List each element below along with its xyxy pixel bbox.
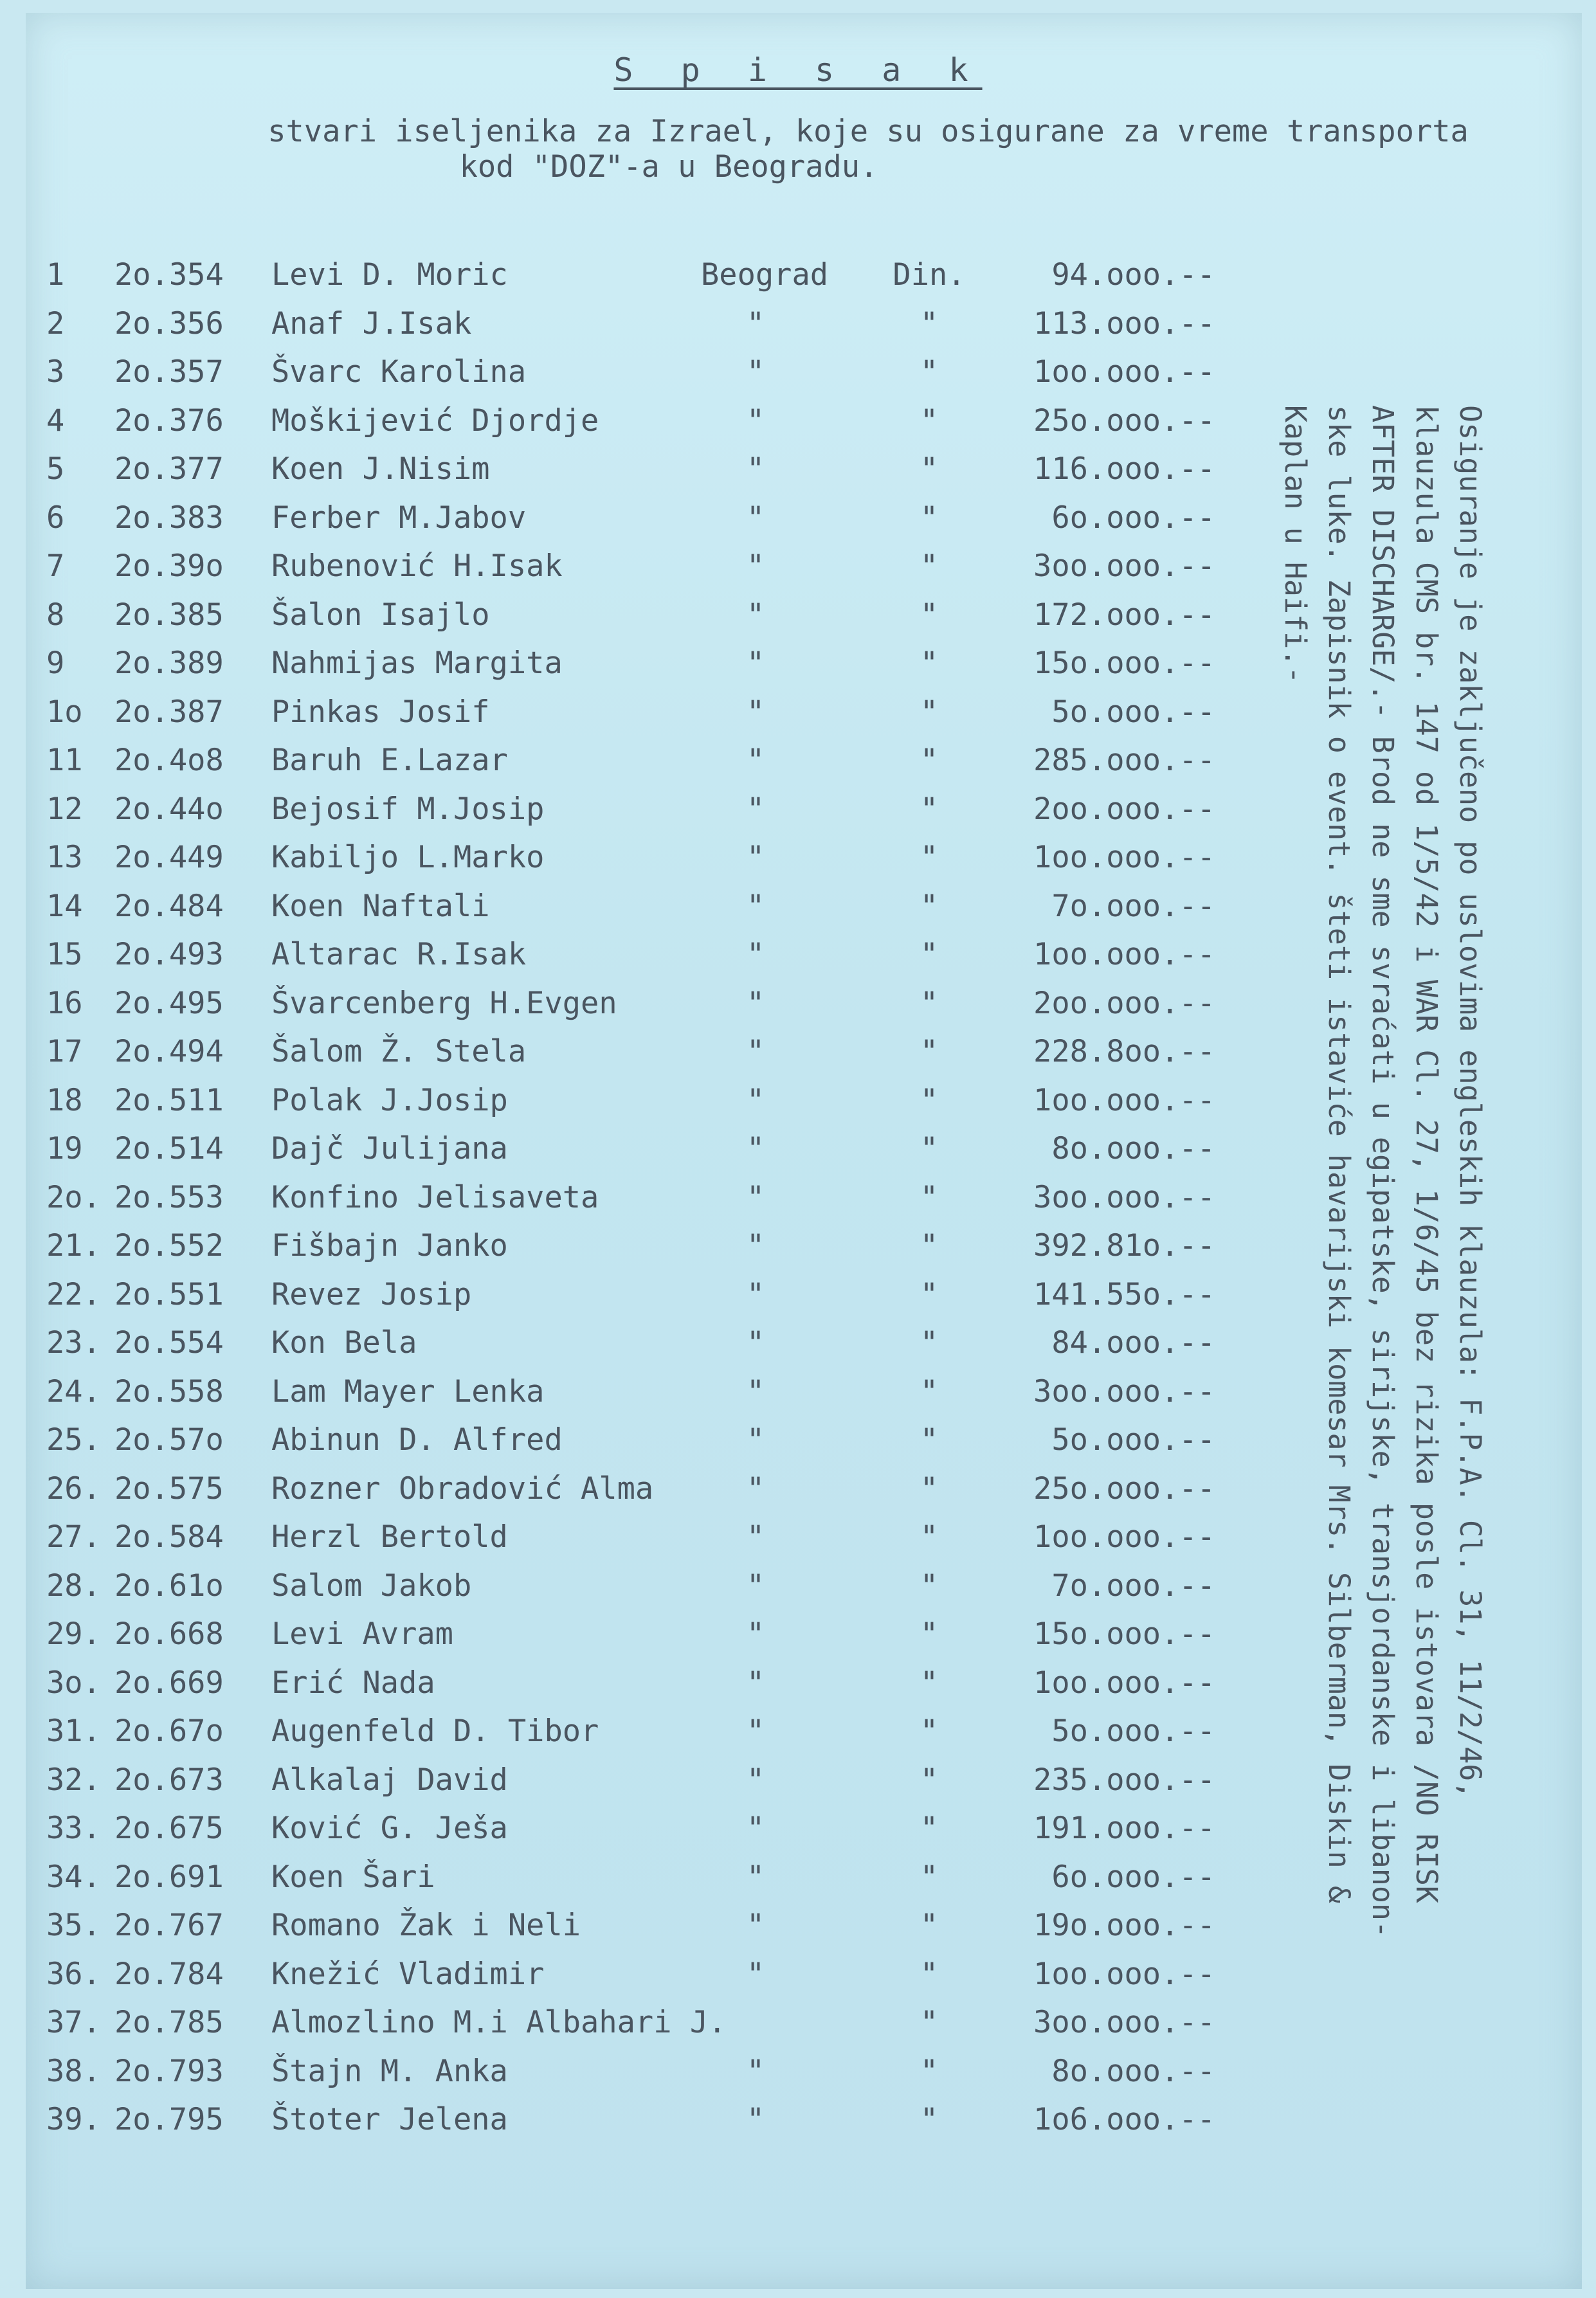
- insured-amount: 25o.ooo.--: [1033, 1470, 1215, 1506]
- owner-name: Šalom Ž. Stela: [271, 1034, 527, 1069]
- owner-name: Švarc Karolina: [271, 354, 527, 390]
- currency: ": [920, 1665, 939, 1701]
- city: ": [746, 1034, 765, 1069]
- owner-name: Švarcenberg H.Evgen: [271, 985, 617, 1021]
- currency: ": [920, 1714, 939, 1749]
- insured-amount: 235.ooo.--: [1033, 1762, 1215, 1798]
- record-number: 2o.558: [114, 1373, 224, 1409]
- item-number: 19: [46, 1131, 83, 1166]
- record-number: 2o.514: [114, 1131, 224, 1166]
- currency: ": [920, 1422, 939, 1458]
- record-number: 2o.669: [114, 1665, 224, 1701]
- list-item: [0, 1901, 1286, 1950]
- item-number: 39.: [46, 2102, 101, 2137]
- item-number: 11: [46, 743, 83, 778]
- insured-amount: 5o.ooo.--: [1051, 1422, 1215, 1458]
- record-number: 2o.354: [114, 257, 224, 293]
- list-item: [0, 930, 1286, 979]
- list-item: [0, 1950, 1286, 1999]
- list-item: [0, 2095, 1286, 2144]
- record-number: 2o.551: [114, 1276, 224, 1312]
- insured-amount: 25o.ooo.--: [1033, 403, 1215, 439]
- city: ": [746, 646, 765, 681]
- insured-amount: 8o.ooo.--: [1051, 1131, 1215, 1166]
- record-number: 2o.575: [114, 1470, 224, 1506]
- currency: ": [920, 1179, 939, 1215]
- city: ": [746, 500, 765, 536]
- currency: ": [920, 1519, 939, 1555]
- insured-amount: 6o.ooo.--: [1051, 500, 1215, 536]
- insured-amount: 1oo.ooo.--: [1033, 1082, 1215, 1118]
- city: Beograd: [701, 257, 829, 293]
- list-item: [0, 1125, 1286, 1173]
- item-number: 29.: [46, 1616, 101, 1652]
- owner-name: Almozlino M.i Albahari J.: [271, 2005, 727, 2040]
- currency: ": [920, 403, 939, 439]
- city: ": [746, 937, 765, 972]
- currency: ": [920, 500, 939, 536]
- owner-name: Ferber M.Jabov: [271, 500, 527, 536]
- record-number: 2o.495: [114, 985, 224, 1021]
- insured-amount: 19o.ooo.--: [1033, 1908, 1215, 1943]
- city: ": [746, 1276, 765, 1312]
- city: ": [746, 840, 765, 875]
- insured-amount: 5o.ooo.--: [1051, 694, 1215, 730]
- item-number: 32.: [46, 1762, 101, 1798]
- owner-name: Revez Josip: [271, 1276, 472, 1312]
- insured-amount: 2oo.ooo.--: [1033, 985, 1215, 1021]
- item-number: 33.: [46, 1811, 101, 1846]
- currency: ": [920, 548, 939, 584]
- record-number: 2o.484: [114, 888, 224, 924]
- record-number: 2o.584: [114, 1519, 224, 1555]
- city: ": [746, 403, 765, 439]
- record-number: 2o.4o8: [114, 743, 224, 778]
- document-title: S p i s a k: [613, 51, 983, 89]
- record-number: 2o.376: [114, 403, 224, 439]
- owner-name: Nahmijas Margita: [271, 646, 563, 681]
- record-number: 2o.383: [114, 500, 224, 536]
- list-item: [0, 1416, 1286, 1465]
- city: ": [746, 1179, 765, 1215]
- owner-name: Bejosif M.Josip: [271, 791, 545, 827]
- currency: ": [920, 2102, 939, 2137]
- note-line: klauzula CMS br. 147 od 1/5/42 i WAR Cl. 27, 1/6/45 bez rizika posle istovara /NO RISK: [1410, 405, 1444, 1903]
- owner-name: Lam Mayer Lenka: [271, 1373, 545, 1409]
- item-number: 4: [46, 403, 65, 439]
- currency: Din.: [893, 257, 966, 293]
- insured-amount: 113.ooo.--: [1033, 305, 1215, 341]
- list-item: [0, 542, 1286, 591]
- city: ": [746, 1665, 765, 1701]
- owner-name: Levi Avram: [271, 1616, 453, 1652]
- owner-name: Fišbajn Janko: [271, 1228, 508, 1263]
- owner-name: Dajč Julijana: [271, 1131, 508, 1166]
- currency: ": [920, 1762, 939, 1798]
- insured-amount: 5o.ooo.--: [1051, 1714, 1215, 1749]
- currency: ": [920, 2053, 939, 2089]
- currency: ": [920, 1373, 939, 1409]
- item-number: 9: [46, 646, 65, 681]
- record-number: 2o.493: [114, 937, 224, 972]
- record-number: 2o.668: [114, 1616, 224, 1652]
- item-number: 8: [46, 597, 65, 633]
- list-item: [0, 1562, 1286, 1611]
- owner-name: Koen J.Nisim: [271, 451, 490, 487]
- list-item: [0, 1465, 1286, 1514]
- currency: ": [920, 451, 939, 487]
- city: ": [746, 1762, 765, 1798]
- owner-name: Augenfeld D. Tibor: [271, 1714, 599, 1749]
- list-item: [0, 639, 1286, 688]
- currency: ": [920, 1034, 939, 1069]
- currency: ": [920, 1956, 939, 1992]
- insured-amount: 141.55o.--: [1033, 1276, 1215, 1312]
- city: ": [746, 1373, 765, 1409]
- insured-amount: 1oo.ooo.--: [1033, 1665, 1215, 1701]
- insured-amount: 172.ooo.--: [1033, 597, 1215, 633]
- city: ": [746, 1956, 765, 1992]
- owner-name: Rozner Obradović Alma: [271, 1470, 654, 1506]
- owner-name: Knežić Vladimir: [271, 1956, 545, 1992]
- list-item: [0, 1319, 1286, 1368]
- city: ": [746, 1519, 765, 1555]
- list-item: [0, 251, 1286, 300]
- insured-amount: 2oo.ooo.--: [1033, 791, 1215, 827]
- list-item: [0, 1513, 1286, 1562]
- record-number: 2o.795: [114, 2102, 224, 2137]
- insured-amount: 15o.ooo.--: [1033, 646, 1215, 681]
- item-number: 16: [46, 985, 83, 1021]
- item-number: 34.: [46, 1859, 101, 1895]
- owner-name: Ković G. Ješa: [271, 1811, 508, 1846]
- insured-amount: 6o.ooo.--: [1051, 1859, 1215, 1895]
- currency: ": [920, 840, 939, 875]
- list-item: [0, 833, 1286, 882]
- city: ": [746, 1470, 765, 1506]
- owner-name: Levi D. Moric: [271, 257, 508, 293]
- record-number: 2o.61o: [114, 1568, 224, 1604]
- record-number: 2o.377: [114, 451, 224, 487]
- insured-amount: 94.ooo.--: [1051, 257, 1215, 293]
- owner-name: Polak J.Josip: [271, 1082, 508, 1118]
- insured-amount: 8o.ooo.--: [1051, 2053, 1215, 2089]
- record-number: 2o.449: [114, 840, 224, 875]
- list-item: [0, 1853, 1286, 1902]
- record-number: 2o.389: [114, 646, 224, 681]
- item-number: 3o.: [46, 1665, 101, 1701]
- item-number: 6: [46, 500, 65, 536]
- item-number: 1: [46, 257, 65, 293]
- insured-amount: 1oo.ooo.--: [1033, 354, 1215, 390]
- city: ": [746, 1714, 765, 1749]
- owner-name: Šalon Isajlo: [271, 597, 490, 633]
- document-subtitle-line2: kod "DOZ"-a u Beogradu.: [459, 149, 878, 185]
- item-number: 36.: [46, 1956, 101, 1992]
- list-item: [0, 494, 1286, 543]
- record-number: 2o.387: [114, 694, 224, 730]
- currency: ": [920, 985, 939, 1021]
- currency: ": [920, 1811, 939, 1846]
- insured-amount: 1oo.ooo.--: [1033, 1956, 1215, 1992]
- owner-name: Štajn M. Anka: [271, 2053, 508, 2089]
- insured-amount: 3oo.ooo.--: [1033, 2005, 1215, 2040]
- insured-amount: 228.8oo.--: [1033, 1034, 1215, 1069]
- item-number: 2o.: [46, 1179, 101, 1215]
- record-number: 2o.357: [114, 354, 224, 390]
- city: ": [746, 1228, 765, 1263]
- record-number: 2o.767: [114, 1908, 224, 1943]
- note-line: Osiguranje je zaključeno po uslovima engleskih klauzula: F.P.A. Cl. 31, 11/2/46,: [1453, 405, 1487, 1799]
- city: ": [746, 2053, 765, 2089]
- insured-amount: 1oo.ooo.--: [1033, 1519, 1215, 1555]
- city: ": [746, 1325, 765, 1361]
- item-number: 23.: [46, 1325, 101, 1361]
- record-number: 2o.554: [114, 1325, 224, 1361]
- list-item: [0, 1610, 1286, 1659]
- list-item: [0, 397, 1286, 446]
- city: ": [746, 1082, 765, 1118]
- record-number: 2o.511: [114, 1082, 224, 1118]
- insured-amount: 392.81o.--: [1033, 1228, 1215, 1263]
- record-number: 2o.67o: [114, 1714, 224, 1749]
- city: ": [746, 597, 765, 633]
- currency: ": [920, 694, 939, 730]
- item-number: 21.: [46, 1228, 101, 1263]
- city: ": [746, 1422, 765, 1458]
- record-number: 2o.494: [114, 1034, 224, 1069]
- item-number: 12: [46, 791, 83, 827]
- record-number: 2o.552: [114, 1228, 224, 1263]
- item-number: 15: [46, 937, 83, 972]
- currency: ": [920, 597, 939, 633]
- owner-name: Pinkas Josif: [271, 694, 490, 730]
- owner-name: Baruh E.Lazar: [271, 743, 508, 778]
- currency: ": [920, 791, 939, 827]
- record-number: 2o.39o: [114, 548, 224, 584]
- list-item: [0, 979, 1286, 1028]
- city: ": [746, 694, 765, 730]
- list-item: [0, 1998, 1286, 2047]
- currency: ": [920, 1276, 939, 1312]
- record-number: 2o.785: [114, 2005, 224, 2040]
- owner-name: Koen Naftali: [271, 888, 490, 924]
- list-item: [0, 1659, 1286, 1708]
- city: ": [746, 451, 765, 487]
- item-number: 35.: [46, 1908, 101, 1943]
- list-item: [0, 736, 1286, 785]
- item-number: 25.: [46, 1422, 101, 1458]
- insured-amount: 1oo.ooo.--: [1033, 840, 1215, 875]
- currency: ": [920, 1082, 939, 1118]
- insured-amount: 15o.ooo.--: [1033, 1616, 1215, 1652]
- list-item: [0, 591, 1286, 640]
- item-number: 27.: [46, 1519, 101, 1555]
- record-number: 2o.44o: [114, 791, 224, 827]
- insured-amount: 3oo.ooo.--: [1033, 548, 1215, 584]
- insured-amount: 3oo.ooo.--: [1033, 1179, 1215, 1215]
- city: ": [746, 985, 765, 1021]
- record-number: 2o.673: [114, 1762, 224, 1798]
- list-item: [0, 445, 1286, 494]
- document-subtitle: stvari iseljenika za Izrael, koje su osigurane za vreme transporta: [268, 114, 1469, 149]
- currency: ": [920, 1228, 939, 1263]
- insured-amount: 1o6.ooo.--: [1033, 2102, 1215, 2137]
- insured-amount: 116.ooo.--: [1033, 451, 1215, 487]
- item-number: 1o: [46, 694, 83, 730]
- list-item: [0, 785, 1286, 834]
- record-number: 2o.553: [114, 1179, 224, 1215]
- record-number: 2o.57o: [114, 1422, 224, 1458]
- insured-amount: 285.ooo.--: [1033, 743, 1215, 778]
- list-item: [0, 882, 1286, 931]
- item-number: 26.: [46, 1470, 101, 1506]
- owner-name: Altarac R.Isak: [271, 937, 527, 972]
- owner-name: Salom Jakob: [271, 1568, 472, 1604]
- currency: ": [920, 1616, 939, 1652]
- record-number: 2o.793: [114, 2053, 224, 2089]
- item-number: 14: [46, 888, 83, 924]
- list-item: [0, 1707, 1286, 1756]
- item-number: 37.: [46, 2005, 101, 2040]
- owner-name: Štoter Jelena: [271, 2102, 508, 2137]
- currency: ": [920, 1859, 939, 1895]
- currency: ": [920, 888, 939, 924]
- owner-name: Konfino Jelisaveta: [271, 1179, 599, 1215]
- list-item: [0, 1368, 1286, 1416]
- city: ": [746, 743, 765, 778]
- currency: ": [920, 354, 939, 390]
- insured-amount: 191.ooo.--: [1033, 1811, 1215, 1846]
- city: ": [746, 354, 765, 390]
- currency: ": [920, 1568, 939, 1604]
- city: ": [746, 888, 765, 924]
- list-item: [0, 1173, 1286, 1222]
- note-line: Kaplan u Haifi.-: [1278, 405, 1312, 684]
- currency: ": [920, 1470, 939, 1506]
- item-number: 3: [46, 354, 65, 390]
- insured-amount: 1oo.ooo.--: [1033, 937, 1215, 972]
- item-number: 13: [46, 840, 83, 875]
- list-item: [0, 1271, 1286, 1319]
- list-item: [0, 300, 1286, 348]
- currency: ": [920, 1908, 939, 1943]
- list-item: [0, 1076, 1286, 1125]
- note-line: ske luke. Zapisnik o event. šteti istaviće havarijski komesar Mrs. Silberman, Diskin &: [1322, 405, 1356, 1903]
- owner-name: Alkalaj David: [271, 1762, 508, 1798]
- owner-name: Abinun D. Alfred: [271, 1422, 563, 1458]
- item-number: 7: [46, 548, 65, 584]
- insurance-note: [1273, 405, 1492, 2045]
- list-item: [0, 1756, 1286, 1805]
- owner-name: Kon Bela: [271, 1325, 417, 1361]
- item-number: 2: [46, 305, 65, 341]
- city: ": [746, 1568, 765, 1604]
- item-number: 38.: [46, 2053, 101, 2089]
- owner-name: Anaf J.Isak: [271, 305, 472, 341]
- city: ": [746, 2102, 765, 2137]
- item-number: 31.: [46, 1714, 101, 1749]
- list-item: [0, 2047, 1286, 2096]
- record-number: 2o.356: [114, 305, 224, 341]
- note-line: AFTER DISCHARGE/.- Brod ne sme svraćati u egipatske, sirijske, transjordanske i libanon-: [1366, 405, 1400, 1939]
- record-number: 2o.385: [114, 597, 224, 633]
- list-item: [0, 1804, 1286, 1853]
- record-number: 2o.691: [114, 1859, 224, 1895]
- owner-name: Koen Šari: [271, 1859, 435, 1895]
- owner-name: Rubenović H.Isak: [271, 548, 563, 584]
- owner-name: Moškijević Djordje: [271, 403, 599, 439]
- list-item: [0, 1222, 1286, 1271]
- currency: ": [920, 937, 939, 972]
- list-item: [0, 688, 1286, 737]
- item-number: 17: [46, 1034, 83, 1069]
- owner-name: Herzl Bertold: [271, 1519, 508, 1555]
- owner-name: Erić Nada: [271, 1665, 435, 1701]
- currency: ": [920, 1131, 939, 1166]
- currency: ": [920, 2005, 939, 2040]
- record-number: 2o.784: [114, 1956, 224, 1992]
- item-number: 24.: [46, 1373, 101, 1409]
- list-item: [0, 348, 1286, 397]
- insured-amount: 3oo.ooo.--: [1033, 1373, 1215, 1409]
- item-number: 28.: [46, 1568, 101, 1604]
- item-number: 5: [46, 451, 65, 487]
- city: ": [746, 1811, 765, 1846]
- list-item: [0, 1027, 1286, 1076]
- record-number: 2o.675: [114, 1811, 224, 1846]
- owner-name: Kabiljo L.Marko: [271, 840, 545, 875]
- insured-amount: 84.ooo.--: [1051, 1325, 1215, 1361]
- currency: ": [920, 305, 939, 341]
- insured-amount: 7o.ooo.--: [1051, 1568, 1215, 1604]
- owner-name: Romano Žak i Neli: [271, 1908, 581, 1943]
- city: ": [746, 1908, 765, 1943]
- city: ": [746, 548, 765, 584]
- city: ": [746, 1616, 765, 1652]
- city: ": [746, 1131, 765, 1166]
- city: ": [746, 305, 765, 341]
- city: ": [746, 1859, 765, 1895]
- item-number: 18: [46, 1082, 83, 1118]
- currency: ": [920, 1325, 939, 1361]
- item-number: 22.: [46, 1276, 101, 1312]
- city: ": [746, 791, 765, 827]
- currency: ": [920, 646, 939, 681]
- insured-amount: 7o.ooo.--: [1051, 888, 1215, 924]
- currency: ": [920, 743, 939, 778]
